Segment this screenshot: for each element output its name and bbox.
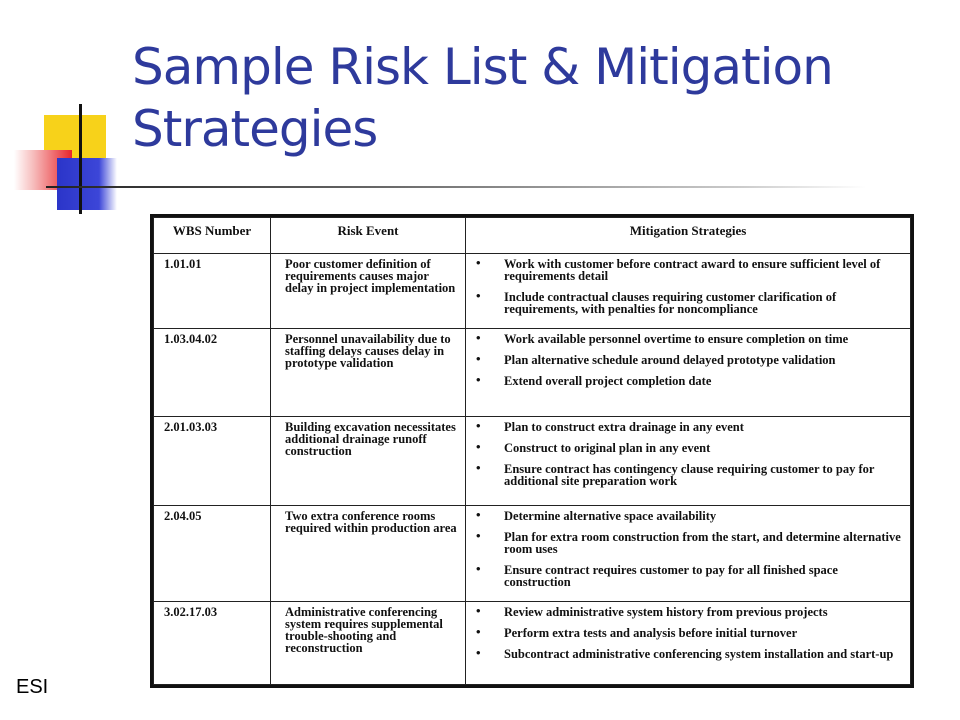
wbs-cell: 2.01.03.03 [154, 417, 271, 506]
mitigation-item: • Review administrative system history from previous projects [472, 606, 904, 618]
mitigation-item: • Perform extra tests and analysis before initial turnover [472, 627, 904, 639]
table-row [154, 254, 911, 329]
decor-blue-square [57, 158, 117, 210]
mitigation-item: • Work with customer before contract award to ensure sufficient level of requirements detail [472, 258, 904, 282]
mitigation-item: • Extend overall project completion date [472, 375, 904, 387]
mitigation-item: • Include contractual clauses requiring customer clarification of requirements, with penalties for noncompliance [472, 291, 904, 315]
header-risk-event: Risk Event [271, 218, 466, 254]
mitigation-item: • Plan for extra room construction from the start, and determine alternative room uses [472, 531, 904, 555]
wbs-cell: 3.02.17.03 [154, 602, 271, 685]
table-row [154, 417, 911, 506]
wbs-cell: 1.01.01 [154, 254, 271, 329]
title-underline [46, 186, 866, 188]
mitigation-cell [466, 506, 911, 602]
slide-title: Sample Risk List & Mitigation Strategies [132, 38, 833, 158]
mitigation-cell [466, 329, 911, 417]
risk-event-cell: Building excavation necessitates additional drainage runoff construction [271, 417, 466, 506]
table-row [154, 602, 911, 685]
table-row [154, 506, 911, 602]
wbs-cell: 1.03.04.02 [154, 329, 271, 417]
risk-event-cell: Poor customer definition of requirements causes major delay in project implementation [271, 254, 466, 329]
mitigation-cell [466, 254, 911, 329]
mitigation-item: • Work available personnel overtime to ensure completion on time [472, 333, 904, 345]
table-row [154, 329, 911, 417]
mitigation-item: • Subcontract administrative conferencing system installation and start-up [472, 648, 904, 660]
risk-table [153, 217, 911, 685]
risk-event-cell: Administrative conferencing system requires supplemental trouble-shooting and reconstruction [271, 602, 466, 685]
mitigation-item: • Plan alternative schedule around delayed prototype validation [472, 354, 904, 366]
decor-vertical-line [79, 104, 82, 214]
mitigation-item: • Determine alternative space availability [472, 510, 904, 522]
risk-event-cell: Personnel unavailability due to staffing delays causes delay in prototype validation [271, 329, 466, 417]
mitigation-cell [466, 417, 911, 506]
mitigation-item: • Ensure contract requires customer to pay for all finished space construction [472, 564, 904, 588]
risk-event-cell: Two extra conference rooms required within production area [271, 506, 466, 602]
mitigation-item: • Ensure contract has contingency clause requiring customer to pay for additional site preparation work [472, 463, 904, 487]
header-wbs-number: WBS Number [154, 218, 271, 254]
header-mitigation-strategies: Mitigation Strategies [466, 218, 911, 254]
table-header-row [154, 218, 911, 254]
wbs-cell: 2.04.05 [154, 506, 271, 602]
mitigation-item: • Plan to construct extra drainage in any event [472, 421, 904, 433]
mitigation-item: • Construct to original plan in any event [472, 442, 904, 454]
footer-label: ESI [16, 676, 49, 698]
risk-table-image [150, 214, 914, 688]
mitigation-cell [466, 602, 911, 685]
